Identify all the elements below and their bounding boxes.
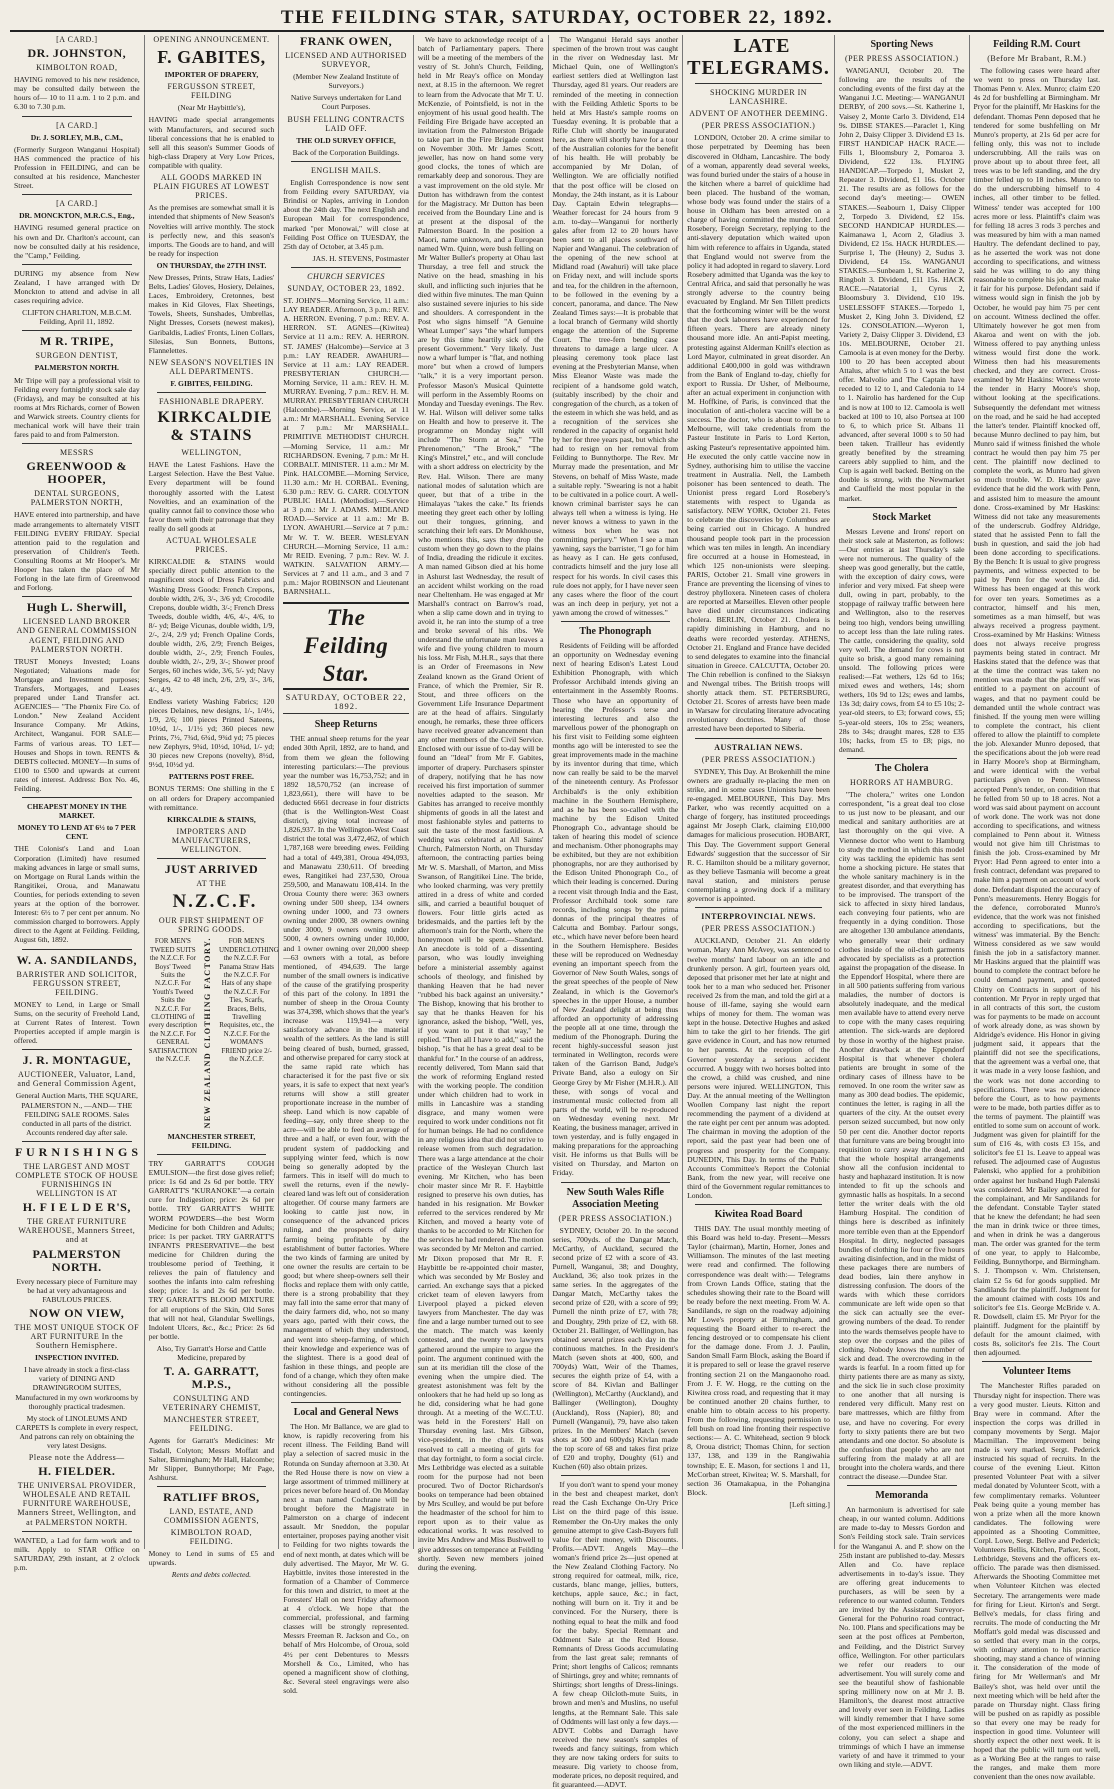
column-7 [835, 35, 970, 1769]
just-arrived: JUST ARRIVED [164, 862, 259, 877]
divider [291, 161, 401, 162]
garratt-title: CONSULTING AND VETERINARY CHEMIST, [162, 1394, 261, 1413]
greenwood-text: HAVE entered into partnership, and have made arrangements to alternately VISIT FEILDING EVERY FRIDAY. Special attention paid to the regulation and preservation of Children's Teeth. Consulting Rooms at Mr Hooper's. Mr Hooper has taken the place of Mr Forlong in the late firm of Greenwood and Forlong. [14, 510, 140, 593]
opening-announcement: OPENING ANNOUNCEMENT. [153, 35, 270, 44]
left-sitting: [Left sitting.] [789, 1499, 830, 1509]
charlton-text: DURING my absence from New Zealand, I have arranged with Dr Monckton to attend and advise in all cases requiring advice. [14, 268, 140, 306]
sandlands-text: MONEY to Lend, in Large or Small Sums, on the security of Freehold Land, at Current Rates of Interest. Town Properties accepted if ample margin is offered. [14, 999, 140, 1046]
nzcf-street: MANCHESTER STREET, FEILDING. [167, 1131, 256, 1150]
unique-stock: THE MOST UNIQUE STOCK OF ART FURNITURE In the Southern Hemisphere. [14, 1322, 140, 1351]
australian-news-head: AUSTRALIAN NEWS. [714, 742, 803, 752]
advertising-notes: If you don't want to spend your money in the best and cheapest market, don't read the Cash Exchange On-Ury Price List on the third page of this issue. Remember the On-Ury makes the only genuine attempt to give Cash-Buyers full value for their money, with Discounts. Profits.—ADVT. Angels May—the woman's friend price 2s—just opened at the New Zealand Clothing Factory. No strong required for oatmeal, milk, rice, custards, blanc mange, jellies, butters, ketchups, apple sauce, &c.; in fact, nothing will burn on it. Try it and be convinced. For the Nursery, there is nothing equal to heat the milk and food for the baby. Special Remnant and Oddment Sale at the Red House. Remnants of Dress Goods accumulating from the last great sale; remnants of Print; short lengths of Calicos; remnants of Shirtings, grey and white; remnants of Shirtings; short lengths of Dress-linings. A few cheap Oilcloth-mute Suits, in brown and men's and Muslins, no useful lengths, at the Remnant Sale. This sale of Oddments will last only a few days.—ADVT. Cobbs and Darragh have received the new season's samples of tweeds and fancy suitings, from which they are now taking orders for suits to measure. Dig variety to choose from, moderate prices, no deposit required, and fit guaranteed.—ADVT. [552, 1480, 679, 1789]
plain-figures: ALL GOODS MARKED IN PLAIN FIGURES AT LOWEST PRICES. [153, 173, 270, 201]
divider [157, 1154, 267, 1155]
fielder-signature-sub: THE UNIVERSAL PROVIDER, WHOLESALE AND RETAIL FURNITURE WAREHOUSE, Manners Street, Wellington, and at PALMERSTON NORTH. [17, 1481, 137, 1527]
charlton-signature: CLIFTON CHARLTON, M.B.C.M. Feilding, April 11, 1892. [22, 308, 132, 327]
nzcf-grid-center [197, 937, 219, 1128]
fashionable-drapery: FASHIONABLE DRAPERY. [159, 397, 264, 407]
johnston-address: KIMBOLTON ROAD, [36, 63, 118, 73]
rm-court-text: The following cases were heard after we went to press on Thursday last. Thomas Penn v. Alex. Munro; claim £20 4s 2d for bushfelling at Birmingham. Mr Pryor for the plaintiff, Mr Haskins for the defendant. Thomas Penn deposed that he tendered for some bushfelling on Mr Munro's property, at 21s 6d per acre for felling only, this was not to include underscrubbing. All the rails was on prove about up to about three feet, all trees was to be left standing, and the dry timber felled up to 18 inches. Munro to do the underscrubbing himself to 4 inches, all other timber to be felled. Witness' tender was accepted for 100 acres more or less. Plaintiff's claim was for felling 18 acres 3 rods 3 perches and was measured by him with a man named Haultry. The defendant declined to pay, as he asserted the work was not done according to specifications, and witness said he was willing to do any thing reasonable to complete his job, and make it fair for his purpose. Defendant said if witness would sign in finish the job by October, he would pay him 75 per cent on account. Witness declined the offer. Ultimately however he got men from Akaroa and went on with the job. Witness offered to pay anything unless witness would first done the work. Witness then had his measurements checked, and they are correct. Cross-examined by Mr Haskins: Witness wrote the tender in Harry Moore's shop, without looking at the specifications. Subsequently the defendant met witness on the road, and he said he had accepted the latter's tender. Plaintiff knocked off, because Munro declined to pay him, but Munro said if witness finished the whole contract he would then pay him 75 per cent. The plaintiff now declined to complete the work, as Munro had given so much trouble. W. D. Hartley gave evidence that he did the work with Penn, and assisted him to measure the amount done. Cross-examined by Mr Haskins: Witness did not take any measurements of the underscrub. Godfrey Aldridge, stated that he assisted Penn to fall the bush in question, and said the job had been done according to specifications. By the Bench: It is usual to give progress payments, and witness expected to be paid by Penn for the work he did. Witness has been engaged at this work for over ten years. Sometimes as a contractor, himself and his men, sometimes as a man himself, but was always received a progress payment. Cross-examined by Mr Haskins: Witness does not always receive progress payments being stated in contract. Mr Haskins stated that the defence was that at the time the contract was taken no mention was made that the plaintiff was entitled to a payment on account of wages, and that no payment could be demanded until the whole contract was finished. If the young men were willing to complete the contract, his client offered to allow the plaintiff to complete the job. Alexander Munro deposed, that the specifications about the job were read in Harry Moore's shop at Birmingham, and were identical with the verbal particulars given to Penn. Witness accepted Penn's tender, on condition that he felled from 50 up to 18 acres. Not a word was said about payment on account of work done. The work was not done according to specifications, and witness complained to Penn about it. Witness would not give him till Christmas to finish the job. Cross-examined by Mr Pryor: Had Penn agreed to enter into a fresh contract, defendant was prepared to make him a payment on account of work done. Defendant disputed the accuracy of Penn's measurements. Henry Boggis for the defence, corroborated Munro's evidence, that the work was not finished according to specifications, but the witness' was immaterial. By the Bench: Witness considered as we saw would finish the job in a satisfactory manner. Mr Haskins argued that the plaintiff was bound to complete the contract before he could demand payment, and quoted Chitty on Contracts in support of his contention. Mr Pryor in reply urged that in all contracts of this sort, the custom was for payments to be made on account of work already done, as was shown by Aldridge's evidence. His Honor in giving judgment said, it appears that the plaintiff did not see the specifications, that the agreement was a verbal one, that it was made in a very loose fashion, and the work was not done according to specifications. There was no evidence before the Court, as to how payments were to be made, both parties differ as to the terms of payment. The plaintiff was entitled to some sum on account of work. Judgment was given for plaintiff for the sum of £16 4s, with costs £3 15s, and solicitor's fee £1 1s. Leave to appeal was refused. The adjourned case of Augustus Palenski, who applied for a prohibition order against her husband Hugh Palenski was considered. Mr Bailey appeared for the complainant, and Mr Sandilands for the defendant. Constable Tayler stated that he knew the defendant; he had seen the man in drink twice or three times, and when in drink he was a dangerous man. The order was granted for the term of one year, to apply to Halcombe, Feilding, Bunnythorpe, and Birmingham. S. J. Thompson v. Wm. Christensen, claim £2 5s 6d for goods supplied. Mr Sandilands for the plaintiff. Judgment for the amount claimed with costs 10s and solicitor's fee £1s. George McBride v. A. R. Dowdsell, claim £5. Mr Pryor for the plaintiff. Judgment for the plaintiff by default for the amount claimed, with costs 8s, solicitor's fee 21s. The Court then adjourned. [973, 66, 1101, 1358]
kirkcaldie-title: KIRKCALDIE & STAINS [157, 409, 273, 445]
thursday: ON THURSDAY, the 27TH INST. [156, 260, 267, 270]
kirk-text-2: KIRKCALDIE & STAINS would specially direct public attention to the magnificent stock of Dress Fabrics and Washing Dress Goods: French Crepons, double width, 2/6, 3/-, 3/6 yd; Crocodile Crepons, double width, 3/-; French Dress Tweeds, double width, 4/6, 4/-, 4/6, to 8/- yd; Beige Vicunas, double width, 1/9, 2/-, 2/4, 2/9 yd; French Opaline Cords, double width, 2/6, 2/9; French Beiges, double width, 2/-, 2/9; French Foules, double width, 2/-, 2/9, 3/-; Shower proof Serges, 60 inches wide, 3/6, 5/- yd; Navy Serges, 42 to 48 inch, 2/6, 2/9, 3/-, 3/6, 4/-, 4/9. [148, 557, 275, 694]
divider [22, 596, 132, 597]
press-association: (PER PRESS ASSOCIATION.) [701, 121, 816, 131]
divider [22, 1141, 132, 1142]
gabites-title: IMPORTER OF DRAPERY, [164, 70, 259, 80]
greenwood-title: DENTAL SURGEONS, PALMERSTON NORTH, [30, 489, 123, 508]
tripe-name: M R. TRIPE, [39, 334, 114, 349]
fielder-town: PALMERSTON NORTH. [32, 1246, 122, 1274]
interprovincial-text: AUCKLAND, October 21. An elderly woman, Mary Ann McAvey, was sentenced to twelve months' hard labour on an idle and drunkenly person. A girl, fourteen years old, deposed that prisoner met her late at night and took her to a man who seduced her. Prisoner received 2s from the man, and told the girl at a house of ill-fame, saying she would earn whips of money for them. The woman was kept in the house. Detective Hughes and asked him to take the girl to her friends. The girl gave evidence in Court, and has now returned to her parents. At the reception of the Governor yesterday a serious accident occurred. A buggy with two horses bolted into the crowd, a child was crushed, and nine persons were injured. WELLINGTON, This Day. At the annual meeting of the Wellington Woollen Company last night the report recommending the payment of a dividend at the rate eight per cent per annum was adopted. The chairman in moving the adoption of the report, said the past year had been one of progress and prosperity for the Company. DUNEDIN, This Day. In terms of the Public Accounts Committee's Report the Colonial Bank, from the new year, will receive one third of the Government regular remittances to London. [687, 936, 830, 1200]
spring-goods: OUR FIRST SHIPMENT OF SPRING GOODS. [158, 916, 264, 935]
rifle-text: SYDNEY, October 20. In the second series, 700yds. of the Dangar Match, McCarthy, of Auckland, secured the second prize of £2 with a score of 43. Purnell, Wanganui, 38; and Doughty, Auckland, 36; also took prizes in the same series. In the aggregates of the Dangar Match, McCarthy takes the second prize of £20, with a score of 99; Purnell the ninth prize of £7, with 78; and Doughty, 29th prize of £2, with 68. October 21. Ballinger, of Wellington, has obtained several prizes each day in the continuous matches. In the President's Match (seven shots at 400, 600, and 700yds) Watt, Weir of the Thames, secures the eighth prize of £4, with a score of 84. Kivlan and Ballinger (Wellington), McCarthy (Auckland), and Ballinger (Wellington), Doughty (Auckland), Ross (Napier), 80; and Purnell (Wanganui), 79, have also taken prizes. In the Members' Match (seven shots at 500 and 600yds) Kivlan made the top score of 68 and takes first prize of £20 and trophy, Doughty (61) and Kuchen (60) also obtain prizes. [552, 1225, 679, 1472]
divider [22, 1531, 132, 1532]
divider [22, 330, 132, 331]
column-1 [10, 35, 145, 1572]
nzcf-grid-left: FOR MEN'S TWEED SUITS the N.Z.C.F. For Boys' Tweed Suits the N.Z.C.F. For Youth's Tweed Suits the N.Z.C.F. For CLOTHING of every description the N.Z.C.F. For GENERAL SATISFACTION the N.Z.C.F. [148, 937, 198, 1064]
gabites-text-3: New Dresses, Prints, Straw Hats, Ladies' Belts, Ladies' Gloves, Hosiery, Delaines, Laces, Embroidery, Cretonnes, best makes in Kid Gloves, Flax Sheetings, Towels, Sheets, Sunshades, Umbrellas, Night Dresses, Corsets (newest makes), Garibaldis, Ladies' Fronts, Linen Collars, Silesias, Sun Bonnets, Buttons, Flannelettes. [148, 272, 275, 355]
garratt-agents: Agents for Garratt's Medicines: Mr Tisdall, Colyton; Messrs Moffatt and Salter, Birmingham; Mr Hall, Halcombe; Mr Slipper, Bunnythorpe; Mr Page, Ashhurst. [148, 1436, 275, 1482]
mails-head: ENGLISH MAILS. [311, 165, 382, 175]
volunteer-text: The Manchester Rifles paraded on Thursday night for inspection. There was a very good muster. Lieuts. Kitton and Bray were in command. After the inspection the corps was drilled in company movements by Sergt. Major Macmillan. The improvement being made is very marked. Sergt. Pederick instructed his squad of recruits. In the course of the evening Lieut. Kitton presented Volunteer Peat with a silver medal donated by Volunteer Scott, with a few complimentary remarks. Volunteer Peak being quite a young member has won a prize when all the more known candidates. The following were appointed as a Shooting Committee, Corpl. Lowe, Sergt. Bellve and Pederick; Volunteers Bellis, Kitchen, Parker, Scott, Lethbridge, Stevens and the officers ex-officio. The parade was then dismissed. Afterwards the Shooting Committee met when Volunteer Kitchen was elected Secretary. The arrangements were made for firing for Lieut. Kirton's and Sergt. Bellve's medals, for class firing and recruits. The mode of conducting the Mr Moffatt's gold medal was discussed and so settled that every man in the corps, with ordinary attention to his practice shooting, may stand a chance of winning it. The consideration of the mode of firing for Mr Wellerman's and Mr Bailey's shot, was held over until the next meeting which will be held after the parade on Thursday night. Class firing will be pushed on as rapidly as possible so that every one may be ready for inspection in good time. Volunteer will shortly expect the other next week. It is hoped that the public will turn out well, as a Working Bee at the ranges to raise the ranges, and make them more convenient than the ones now available. [973, 1381, 1101, 1782]
ratliff-title: LAND, ESTATE, AND COMMISSION AGENTS, [163, 1506, 260, 1525]
furnishings-sub: THE LARGEST AND MOST COMPLETE STOCK OF HOUSE FURNISHINGS IN WELLINGTON IS AT [15, 1161, 139, 1199]
monckton-name: DR. MONCKTON, M.R.C.S., Eng., [19, 211, 135, 221]
column-4 [414, 35, 549, 1572]
fielder-sub: THE GREAT FURNITURE WAREHOUSE, Manners Street, and at [18, 1217, 136, 1245]
sandlands-title: BARRISTER AND SOLICITOR, FERGUSSON STREET, FEILDING. [16, 969, 138, 997]
divider [695, 83, 822, 84]
stock-market-head: Stock Market [872, 511, 932, 523]
sheep-text: THE annual sheep returns for the year ended 30th April, 1892, are to hand, and from them we glean the following interesting particulars:—The previous year the number was 16,753,752; and in 1892 18,570,752 (an increase of 1,823,661), there will have to be deducted 6661 decrease in four districts (that is the Wellington-West Coast district), giving total increase of 1,826,937. In the Wellington-West Coast district the total was 3,472,462, of which 1,787,168 were breeding ewes. Feilding had a total of 449,381, Oroua 494,093, and Manawatu 230,611. Of breeding ewes, Rangitikei had 237,530, Oroua 259,500, and Manawatu 108,414. In the Oroua County there were: 363 owners owning under 500 sheep, 134 owners owning under 1000, and 73 owners owning under 2000, 38 owners owning under 3000, 9 owners owning under 5000, 4 owners owning under 10,000, and 1 owner owning over 20,000 sheep—63 owners with a total, as before mentioned, of 494,639. The large number of the small owners is indicative of the cause of the gratifying prosperity of this part of the colony. In 1891 the number of sheep in the Oroua County was 374,398, which shows that the year's increase was 119,941—a very satisfactory advance in the material wealth of the settlers. As the land is still being cleared of bush, burned, grassed, and otherwise prepared for carry stock at the same rapid rate which has characterised it for the past five or six years, it is safe to expect that next year's returns will show a still greater proportionate increase in the number of sheep. Land which is now capable of feeding—say, only three sheep to the acre—will be able to feed an average of three and a half, or even four, with the prudent system of paddocking and supplying winter feed, which is now being so generally adopted by the farmers. This in itself will do much to swell the returns, even if the newly-cleared land was left out of consideration altogether. Of course many farmers are looking to cattle just now, in consequence of the advanced prices ruling, and the prospects of dairy farming being profitable by the establishment of butter factories. Where the two kinds of farming are united by one owner the results are certain to be good; but where sheep-owners sell their flocks and replace them with only cattle, there is a strong probability that they may fall into the same error that many of the dairy farmers did, who, not so many years ago, parted with their cows, the management of which they understood, and went into sheep-farming, of which their knowledge and experience was of the slightest. There is a good deal of fashion in these things, and people are fond of a change, which they often make without considering all the possible contingencies. [283, 734, 409, 1399]
nzcf-title: N.Z.C.F. [172, 891, 258, 913]
card-label: [A CARD.] [56, 120, 98, 130]
card-label: [A CARD.] [56, 35, 98, 44]
gabites-text-2: As the premises are somewhat small it is intended that shipments of New Season's Novelties will arrive monthly. The stock is perfectly new, and this season's imports. The Goods are to hand, and will be ready for inspection [148, 203, 275, 258]
divider [695, 1204, 822, 1205]
interprovincial-head: INTERPROVINCIAL NEWS. [701, 912, 816, 922]
furnishings-head: F U R N I S H I N G S [15, 1144, 139, 1159]
divider [695, 738, 822, 739]
johnston-name: DR. JOHNSTON, [27, 46, 127, 61]
divider [982, 1361, 1092, 1362]
cholera-head: The Cholera [874, 762, 929, 774]
inspection-invited: INSPECTION INVITED. [35, 1353, 119, 1363]
kiwitea-head: Kiwitea Road Board [714, 1209, 803, 1221]
column-3 [279, 34, 414, 1695]
rifle-head: New South Wales Rifle Association Meeting [566, 1186, 664, 1210]
phonograph-text: Residents of Feilding will be afforded an opportunity on Wednesday evening next of hearing Edison's Latest Loud Exhibition Phonograph, with which Professor Archibald intends giving an entertainment in the Assembly Rooms. Those who have an opportunity of hearing the Professor's terse and interesting lectures and also the marvellous power of the phonograph on his first visit to Feilding some eighteen months ago will be interested to see the great improvements made in the machine by its inventor during that time, which now can really be said to be the marvel of the nineteenth century. As Professor Archibald's is the only exhibition machine in the Southern Hemisphere, and as he has been so-called with the machine by the Edison United Phonograph Co., advantage should be taken of hearing this model of science and mechanism. Other phonographs may be exhibited, but they are not exhibition phonographs, nor are they authorised by the Edison United Phonograph Co., of which their leading is concerned. During a recent visit through India and the East, Professor Archibald took some rare records, including songs by the prima donnas of the principal theatres of Calcutta and Bombay. Parlour songs, etc., which have never before been heard in the Southern Hemisphere. Besides these will be reproduced on Wednesday evening an important speech from the Governor of New South Wales, songs of the great speeches of the people of New Zealand, in which is the Governor's speeches in the upper House, a number of New Zealand delight at being thus afforded an opportunity of addressing the people all at one time, through the medium of the Phonograph. During the recent highly-successful season just terminated in Wellington, records were taken of the Garrison Band, Judge's Private Band, also a eulogy on Sir George Grey by Mr Fisher (M.H.R.). All these, with songs of vocal and instrumental music collected from all parts of the world, will be re-produced on Wednesday evening next. Mr Keating, the business manager, arrived in town yesterday, and is fully engaged in making preparations for the approaching visit. He informs us that Bulls will be visited on Thursday, and Marton on Friday. [552, 641, 679, 1178]
kirk-text-3: Endless variety Washing Fabrics; 120 pieces Delaines, new designs, 1/-, 1/4½, 1/9, 2/6; 100 pieces Printed Sateens, 10½d, 1/-, 1/1½ yd; 360 pieces new Prints, 7½, 7¾d, 6¾d, 9¾d yd; 75 pieces new Zephyrs, 9¾d, 10½d, 10¾d, 1/- yd; 30 pieces new Crepons (novelty), 8½d, 9½d, 10½d yd. [148, 696, 275, 770]
local-text: The Hon. Mr Ballance, we are glad to know, is rapidly recovering from his recent illness. The Feilding Band will play a selection of sacred music in the Rotunda on Sunday afternoon at 3.30. At the Red House there is now on view a large assortment of trimmed millinery at prices never before heard of. On Monday next a man named Cochrane will be brought before the Magistrate in Palmerston on a charge of indecent assault. Mr Sneddon, the popular entertainer, proposes paying another visit to Feilding for two nights towards the end of next month, at dates which will be duly advertised. The Mayor, Mr W. G. Haybittle, invites those interested in the formation of a Chamber of Commerce for this town and district, to meet at the Foresters' Hall on next Friday afternoon at 4 o'clock. We hope that the commercial, professional, and farming classes will be strongly represented. Messrs Freeman R. Jackson and Co., on behalf of Mrs Holcombe, of Oroua, sold 4½ per cent Debentures to Messrs Morshell & Co., Limited, who has opened a magnificent show of clothing, &c. Several steel engravings were also sold. [283, 1422, 409, 1695]
divider [157, 392, 267, 393]
divider [561, 1475, 671, 1476]
cheapest-text: THE Colonist's Land and Loan Corporation (Limited) have resumed making advances in large or small sums, on Mortgage on Rural Lands within the Rangitikei, Oroua, and Manawatu Counties, for periods extending to seven years at the option of the borrower. Interest: 6½ to 7 per cent per annum. No commission charged to borrowers. Apply direct to the Agent at Feilding. Feilding, August 6th, 1892. [14, 844, 140, 945]
divider [22, 443, 132, 444]
wanted-ad: WANTED, a Lad for farm work and to milk. Apply to STAR Office on SATURDAY, 29th instant, at 2 o'clock p.m. [14, 1535, 140, 1572]
phonograph-head: The Phonograph [579, 626, 652, 637]
divider [157, 1486, 267, 1487]
linoleums-text: My stock of LINOLEUMS AND CARPETS Is complete in every respect, And patrons can rely on obtaining the very latest Designs. [15, 1413, 138, 1450]
divider [22, 116, 132, 117]
greenwood-name: GREENWOOD & HOOPER, [26, 459, 128, 487]
local-news-continued: We have to acknowledge receipt of a batch of Parliamentary papers. There will be a meeting of the members of the vestry of St. John's Church, Feilding, held in Mr Reay's office on Monday next, at 8.15 in the afternoon. We regret to learn from the Advocate that Mr T. U. McKenzie, of Pointsfield, is not in the enjoyment of his usual good health. The Feilding Fire Brigade have accepted an invitation from the Palmerston Brigade to take part in the Fire Brigade contest on November 30th. Mr James Scott, jeweller, has now on hand some very good clocks, the tones of which are remarkably deep and sonorous. They are a vast improvement on the old style. Mr Dutton has withdrawn from the contest for the Magistracy. Mr Dutton has been received from the Boundary Line and is at present at the disposal of the Palmerston Board. In the position a Maori, name unknown, and a European named Wm. Quinn, were bush felling on Mr Walter Buller's property at Ohau last Thursday, a tree fell and struck the Native on the head, smashing in his skull, and inflicting such injuries that he died within five minutes. The man Quinn also sustained severe injuries to his side and shoulders. A correspondent in the Post who signs himself "A Genuine Wheat Lumper" says "the wharf lumpers are by this time heartily sick of the present Government." Very likely. Just now a wharf lumper is "flat, and nothing more" but when a crowd of lumpers "talk," it is a very important person. Professor Mason's Musical Quintette will perform in the Assembly Rooms on Monday and Tuesday evenings. The Rev. W. Hal. Wilson will deliver some talks on Health and how to preserve it. The programme on Monday night will include "The Storm at Sea," "The Phrenomenon," "The Brook," "The King's Minstrel," etc., and will conclude with a short address on electricity by the Rev. Hal. Wilson. There are many national modes of salutation which are queer, but that of a tribe in the Himalayas "takes the cake." Its friends meeting they greet each other by lolling out their tongues, grinning, and scratching their left ears. Dr Monkhouse, who mentions this, says they drop the custom when they go down to the plains of India, dreading the ridicule it excites. A man named Gibson died at his home in Ashurst last Wednesday, the result of an accident whilst working on the road near Cheltenham. He was engaged at Mr Marshall's contract on Barrow's road, when a slip came down and in trying to avoid it, he ran into the stump of a tree and broke several of his ribs. We understand the unfortunate man leaves a wife and five young children to mourn his loss. Mr Fish, M.H.R., says that there is an Order of Freemasons in New Zealand known as the Grand Orient of France, of which the Premier, Sir R. Stout, and three officers on the Government Life Insurance Department are at the head of affairs. Singularly enough, he remarks, these three officers have received greater advancement than any other members of the Civil Service. Enclosed with our issue of to-day will be found an "Ideal" from Mr F. Gabites, importer of drapery. Purchasers spinster of drapery, notifying that he has now received his first importation of summer novelties adapted to the season. Mr Gabites has arranged to receive monthly shipments of goods in all the latest and most fashionable styles and patterns to suit the taste of the most fastidious. A wedding was celebrated at All Saints' Church, Palmerston North, on Thursday afternoon, the contracting parties being Mr W. S. Marshall, of Marton, and Miss Swanson, of Rangitikei Line. The bride, who looked charming, was very prettily attired in a dress of white and corded silk, and carried a beautiful bouquet of flowers. Four little girls acted as bridesmaids, and the parties left by the afternoon's train for the North, where the honeymoon will be spent.—Standard. An anecdote is told of a dissenting parson, who was loudly inveighing before a ministerial assembly against schools of theology, and finished by thanking Heaven that he had never "rubbed his back against an university." The Bishop, knowing that his brother to say that he thanks Heaven for his ignorance, asked the bishop, "Well, yes, if you want to put it that way," he replied. "Then all I have to add," said the bishop, "is that he has a great deal to be thankful for." In the course of an address, recently delivered, Tom Mann said that the work of reforming England rested with the working people. The condition under which children had to work in mills in Lancashire was a standing disgrace, and many women were required to work under conditions not fit for human beings. He had no confidence in any religious idea that did not strive to release women from such degradation. There was a large attendance at the choir practice of the Wesleyan Church last evening. Mr Kitchen, who has been choir master since Mr R. F. Haybittle resigned to preserve his own duties, has handed in his resignation. Mr Bowker referred to the services rendered by Mr Kitchen, and moved a hearty vote of thanks to be accorded to Mr Kitchen for the services he had rendered. The motion was seconded by Mr Melton and carried. Mr Dixon proposed that Mr R. F. Haybittle be re-appointed choir master, which was seconded by Mr Bosley and carried. An exchange says that a picked cricket team of eleven lawyers from Liverpool played a picked eleven lawyers from Manchester. The day was fine and a large number turned out to see the match. The match was keenly contested, and the twenty two lawyers gathered around the umpire to argue the point. The argument continued with the sun at its meridian till the close of the evening when the umpire died. The greatest astonishment was felt by the onlookers that he had held up so long as he did, considering what he had gone through. At a meeting of the W.C.T.U. was held in the Foresters' Hall on Thursday evening last. Mrs Gibson, vice-president, in the chair. It was resolved to call a meeting of girls for that day fortnight, to form a social circle. Mrs Lethbridge was elected as a suitable room for the purpose had not been procured. Two of Doctor Richardson's books on temperance had been obtained by Mrs Sculley, and would be put before the headmaster of the school for him to report upon as to their value as educational works. It was resolved to invite Mrs Andrew and Miss Bushwell to give addresses on temperance at Feilding shortly. Seven new members joined during the evening. [417, 35, 544, 1572]
kirk-signature: KIRKCALDIE & STAINS, [167, 814, 256, 824]
divider [22, 1049, 132, 1050]
divider [22, 264, 132, 265]
ratliff-text: Money to Lend in sums of £5 and upwards. [148, 1549, 275, 1568]
press-association: (PER PRESS ASSOCIATION.) [844, 54, 959, 63]
press-association: (PER PRESS ASSOCIATION.) [701, 924, 816, 934]
cable-news: LONDON, October 20. A crime similar to those perpetrated by Deeming has been discovered in Oldham, Lancashire. The body of a woman, apparently dead several weeks, was found buried under the stairs of a house in the kitchen where a barrel of quicklime had been placed. The husband of the woman, whose body was found under the stairs of a house in Oldham has been arrested on a charge of having committed the murder. Lord Rosebery, Foreign Secretary, replying to the anti-slavery deputation which waited upon him with reference to affairs in Uganda, stated that England would not swerve from the policy it had adopted in regard to slavery. Lord Rosebery admitted that Uganda was the key to Central Africa, and said that personally he was strongly adverse to the country being evacuated by England. Mr Sen Tillett predicts that the forthcoming winter will be the worst that the dock labourers have experienced for fifteen years. There are already ninety thousand more idle. An anti-Papist meeting, protesting against Alderman Knill's election as Lord Mayor, culminated in great disorder. An additional £400,000 in gold was withdrawn from the Bank of England to-day, chiefly for export to Russia. Dr Usher, of Melbourne, after an actual experiment in conjunction with M. Hoffkine, of Paris, is convinced that the inoculation of anti-cholera vaccine will be a success. The doctor, who is about to return to Melbourne, will take credentials from the Pasteur Institute in Paris to Lord Kerton, asking Pasteur's representative appointed him. He executed the only cattle vaccine now in Sydney, authorising him to utilise the vaccine treatment in Australia. Nell, the Lambeth poisoner has been sentenced to death. The Unionist press regard Lord Rosebery's statements with respect to Uganda as satisfactory. NEW YORK, October 21. Fetes to celebrate the discoveries by Columbus are being carried out in Chicago. A hundred thousand people took part in the procession which was ten miles in length. An incendiary fire occurred at a house in Homestead, in which 125 non-unionists were sleeping. PARIS, October 21. Small vine growers in France are preventing the licensing of vines to destroy phylloxera. Nineteen cases of cholera are reported at Marseilles. Eleven other people have died under circumstances indicating cholera. BERLIN, October 21. Cholera is rapidly diminishing in Hamburg, and no deaths were recorded yesterday. ATHENS, October 21. England and France have decided to send delegates to examine into the financial situation in Greece. CALCUTTA, October 20. The Chin rebellion is confined to the Siaksyn and Nwengal tribes. The British troops will shortly attack them. ST. PETERSBURG, October 21. Scores of arrests have been made in Warsaw for circulating literature advocating revolutionary doctrines. Many of those arrested have been deported to Siberia. [687, 133, 830, 734]
sherwill-text: TRUST Moneys Invested; Loans Negotiated; Valuations made for Mortgage and Investment purposes; Transfers, Mortgages, and Leases prepared under Land Transfer act. AGENCIES— "The Phœnix Fire Co. of London." New Zealand Accident Insurance Company. Mr Atkins, Architect, Wanganui. FOR SALE—Farms of various areas. TO LET—Houses and Shops in town. RENTS & DEBTS collected. MONEY—In sums of £100 to £500 and upwards at current rates of interest. Address: Box No. 46, Feilding. [14, 656, 140, 793]
rm-court-sub: (Before Mr Brabant, R.M.) [987, 54, 1087, 63]
tripe-text: Mr Tripe will pay a professional visit to Feilding every fortnightly stock sale day (Fridays), and may be consulted at his rooms at Mrs Richards, corner of Bowen and Warwick streets. Country clients for mechanical work will have their train fares paid to and from Palmerston. [14, 375, 140, 440]
tripe-town: PALMERSTON NORTH. [34, 363, 119, 373]
novelties: NEW SEASON'S NOVELTIES IN ALL DEPARTMENTS. [148, 357, 275, 376]
cheapest-sub: MONEY TO LEND AT 6½ to 7 PER CENT. [17, 823, 136, 842]
rifle-press: (PER PRESS ASSOCIATION.) [558, 1213, 673, 1223]
johnston-text: HAVING removed to his new residence, may be consulted daily between the hours of— 10 to 11 a.m. 1 to 2 p.m. and 6.30 to 7.30 p.m. [14, 75, 140, 112]
paper-dateline: SATURDAY, OCTOBER 22, 1892. [283, 693, 409, 714]
sherwill-title: LICENSED LAND BROKER AND GENERAL COMMISSION AGENT, FEILDING AND PALMERSTON NORTH. [16, 617, 138, 654]
mails-text: English Correspondence is now sent from Feilding every SATURDAY, via Brindisi or Naples, arriving in London about the 24th day. The next English and European Mail for correspondence, marked "per Monowai," will close at Feilding Post Office on TUESDAY, the 25th day of October, at 3.45 p.m. [283, 178, 409, 251]
gabites-address: FERGUSSON STREET, FEILDING [167, 82, 256, 101]
column-8 [970, 35, 1104, 1782]
sorley-text: (Formerly Surgeon Wanganui Hospital) HAS commenced the practice of his Profession in FEILDING, and can be consulted at his residence, Manchester Street. [14, 144, 140, 191]
fielder-name: H. F I E L D E R'S, [22, 1200, 131, 1215]
cheapest-head: CHEAPEST MONEY IN THE MARKET. [26, 802, 127, 821]
murder-sub: ADVENT OF ANOTHER DEEMING. [689, 109, 828, 119]
masthead: THE FEILDING STAR, SATURDAY, OCTOBER 22, 1892. [10, 6, 1104, 32]
owen-text: Native Surveys undertaken for Land Court Purposes. [290, 93, 402, 112]
memoranda-text: An harmonium is advertised for sale cheap, in our wanted column. Additions are made to-day to Messrs Gordon and Son's Feilding stock sale. Train services for the Wanganui A. and P. show on the 25th instant are published to-day. Messrs Allen and Co. have replace advertisements in to-day's issue. They are offering great inducements to purchasers, as will be seen by a reference to our wanted column. Tenders are invited by the Assistant Surveyor-General for the Pohurino road contract, No. 100. Plans and specifications may be seen at the post offices at Pemberton, and Feilding, and the District Survey office, Wellington. For other particulars we refer our readers to our advertisement. You will surely come and see the beautiful show of fashionable spring millinery now on at Mr J. B. Hamilton's, the dearest most attractive and lovely ever seen in Feilding. Ladies will kindly remember that I have some of the most experienced milliners in the colony, you can select a shape and trimmings of which I have an immense variety of and have it trimmed to your own liking and style.—ADVT. [838, 1505, 965, 1769]
bonus: BONUS TERMS: One shilling in the £ on all orders for Drapery accompanied with remittance. [148, 784, 275, 812]
montague-text: General Auction Marts, THE SQUARE, PALMERSTON N., —AND— THE FEILDING SALE ROOMS. Sales conducted in all parts of the district. Accounts rendered day after sale. [15, 1091, 138, 1137]
kirk-town: WELLINGTON, [181, 448, 242, 458]
stock-market-text: Messrs Levene and Irons' report on their stock sale at Masterton, as follows:—Our entries at last Thursday's sale were not numerous. The quality of the sheep was good generally, but the cattle, with the exception of dairy cows, were inferior and very mixed. Fat sheep were dull, owing in part, probably, to the stoppage of railway traffic between here and Wellington, also to the reserves being too high, vendors being unwilling to accept less than the late ruling rates. The cattle, considering the quality, sold very well. The demand for cows is not quite so brisk, a good many remaining unsold. The following prices were realised:—Fat wethers, 12s 6d to 16s; mixed ewes and wethers, 14s; shorn wethers, 10s 9d to 12s; ewes and lambs, 13s 3d; dairy cows, from £4 to £5 10s; 2-year-old steers, to £3; forward cows, £5; 5-year-old steers, 10s to 25s; weaners, 28s to 34s; draught mares, £28 to £35 10s; hacks, from £5 to £8; pigs, no demand. [838, 526, 965, 754]
divider [157, 858, 267, 859]
owen-name: FRANK OWEN, [299, 34, 393, 48]
columns [10, 34, 1104, 1789]
kirk-prices: ACTUAL WHOLESALE PRICES. [165, 536, 257, 555]
divider [695, 907, 822, 908]
church-head: CHURCH SERVICES [307, 271, 385, 281]
gabites-text: HAVING made special arrangements with Manufacturers, and secured such liberal concessions that he is enabled to sell all this season's Summer Goods of high-class Drapery at Very Low Prices, compatible with quality. [148, 115, 275, 170]
garratt-address: MANCHESTER STREET, FEILDING. [163, 1415, 260, 1434]
owen-member: (Member New Zealand Institute of Surveyors.) [293, 72, 399, 91]
kiwitea-text: THIS DAY. The usual monthly meeting of this Board was held to-day. Present—Messrs Taylor (chairman), Martin, Horner, Jones and Williamson. The minutes of the last meeting were read and confirmed. The following correspondence was dealt with:— Telegrams from Crown Lands Office, stating that the schedules showing their rate to the Board will be ready before the next meeting. From W. A. Sandilands, re sign on the roadway adjoining Mr Lowe's property at Birmingham, and requesting the Board either to re-erect the fencing destroyed or to compensate his client for the damage done. From J. J. Paulin, Sandon Small Farm Block, asking the Board if it is prepared to sell or lease the gravel reserve fronting section 21 on the Mangaonoho road. From J. F. W. Hogg, re the cutting on the Kiwitea cross road, and requesting that it may be continued another 20 chains further, to enable him to obtain access to his property. From the following, requesting permission to fell bush on road line fronting their respective sections:— A. C. Whitehead, section 9 block 8, Oroua district; Thomas Chinn, for section 137, 138, and 139 in the Rangiwahia township; E. E. Mason, for sections 1 and 11, McCorban street, Kiwitea; W. S. Marshall, for section 36 Otamakapua, in the Pohangina Block. [687, 1224, 830, 1497]
kirk-signature-sub: IMPORTERS AND MANUFACTURERS, WELLINGTON. [171, 826, 251, 855]
patterns: PATTERNS POST FREE. [168, 772, 254, 782]
divider [847, 758, 957, 759]
divider [847, 1485, 957, 1486]
cholera-text: "The cholera," writes one London correspondent, "is a great deal too close to us just now to be pleasant, and our medical and sanitary authorities are at last thoroughly on the qui vive. A Viennese doctor who went to Hamburg to study the method in which this model city was tackling the epidemic has sent home a shocking picture. He states that the whole sanitary machinery is in the greatest disorder, and that everything has to be improvised. The transport of the sick to affected in sixty hired landaus, each conveying four patients, who are frequently in a dying condition. Those are altogether 130 ambulance attendants, who generally wear their ordinary clothes inside of the oil-cloth garments advocated by specialists as a protection against the propagation of the disease. In the Eppendorf Hospital, where there are in all 500 patients suffering from various maladies, the number of doctors is absolutely inadequate, and the medical men available have to attend every nerve to cope with the many cases requiring attention. The sick-wards are deplored by those in worthy of the highest praise. Another drawback at the Eppendorf Hospital is that whenever cholera patients are brought in some of the ordinary cases of illness have to be removed. In one room the writer saw as many as 300 dead bodies. The epidemic, continues the letter, is raging in all the quarters of the city. At the outset every person seized succumbed, but now only 50 per cent die. Another doctor reports that furniture vans are being brought into requisition to carry away the dead, and that the whole hospital arrangements show all the confusion incidental to hasty and haphazard institution. It is now intended to fit up the schools and gymnastic halls as hospitals. In a second letter the writer deals with the old Hamburg Hospital. The condition of things here is described as infinitely more terrible even than at the Eppendorf Hospital. In dirty, neglected passages bundles of clothing lie four or five hours awaiting disinfection, and in the midst of these packages there are numbers of dead bodies, lain there anyhow in distressing confusion. The doors of the wards with which these corridors communicate are left wide open so that the sick can actually see the ever-growing numbers of the dead. To render into the wards themselves people have to step over the corpses and the piles of clothing. Nobody knows the number of sick and dead. The overcrowding in the wards is fearful. In a room fitted up for thirty patients there are as many as sixty, and the sick lie in such close proximity to one another that all nursing is rendered very difficult. Many rest on bare mattresses, which are filthy from use, and have no covering. For every forty to sixty patients there are but two attendants and one doctor. So absolute is the confusion that people who are not suffering from the malady at all are brought into the cholera wards, and there contract the disease.—Dundee Star. [838, 790, 965, 1482]
inspection-text: I have already in stock a first-class variety of DINING AND DRAWINGROOM SUITES, Manufactured in my own workrooms by thoroughly practical tradesmen. [15, 1365, 139, 1411]
local-head: Local and General News [293, 1407, 399, 1419]
sheep-head: Sheep Returns [314, 719, 378, 731]
divider [291, 1402, 401, 1403]
montague-name: J. R. MONTAGUE, [22, 1053, 131, 1068]
montague-title: AUCTIONEER, Valuator, Land, and General Commission Agent, [17, 1070, 137, 1089]
owen-title: LICENSED AND AUTHORISED SURVEYOR, [285, 51, 407, 70]
late-telegrams-head: LATE TELEGRAMS. [687, 35, 830, 79]
fielder-signature: H. FIELDER. [38, 1464, 116, 1479]
divider [22, 194, 132, 195]
divider [22, 949, 132, 950]
greenwood-pre: MESSRS [59, 448, 94, 458]
divider [22, 797, 132, 798]
tripe-title: SURGEON DENTIST, [35, 351, 119, 361]
kirk-text: HAVE the Latest Fashions. Have the Largest Selection. Have the Best Value. Every department will be found thoroughly assorted with the Latest Novelties, and an examination of the quality cannot fail to convince those who favor them with their patronage that they really do sell goods at [148, 460, 275, 533]
divider [291, 267, 401, 268]
fielder-text: Every necessary piece of Furniture may be had at very advantageous and FABULOUS PRICES. [16, 1276, 138, 1304]
card-label: [A CARD.] [56, 199, 98, 209]
column-5 [549, 35, 684, 1789]
owen-address: Back of the Corporation Buildings. [292, 147, 400, 157]
garratt-name: T. A. GARRATT, M.P.S., [163, 1364, 260, 1392]
gabites-late: (Near Mr Haybittle's), [177, 103, 246, 113]
paper-title: The Feilding Star. [283, 602, 409, 690]
note-address: Please note the Address— [28, 1453, 125, 1463]
column-2 [145, 35, 280, 1580]
church-date: SUNDAY, OCTOBER 23, 1892. [287, 283, 405, 293]
column-6 [683, 35, 835, 1549]
sporting-text: WANGANUI, October 20. The following are the results of the concluding events of the first day at the Wanganui J.C. Meeting:— WANGANUI DERBY, of 200 sovs.—St. Katherine 1, Vaisey 2, Monte Carlo 3. Dividend, £14 9s. DIBSE STAKES.—Paraclet 1, King John 2, Daisy Clipper 3. Dividend £3 1s. FIRST HANDICAP HACK RACE.—Fills 1, Bloomsbury 2, Pomaroa 3. Dividend, £22 13s. FLYING HANDICAP.—Torpedo 1, Musket 2, Repeater 3. Dividend, £1 16s. October 21. The results are as follows for the second day's meeting:— OWEN STAKES.—Seabourn 1, Daisy Clipper 2, Torpedo 3. Dividend, £2 15s. SECOND HANDICAP HURDLES.—Kaimanawa 1, Acorn 2, Gladius 3. Dividend, £2 15s. HACK HURDLES.—Surprise 1, The (Heuny) 2, Sudus 3. Dividend, £4 15s. WANGANUI STAKES.—Sunbeam 1, St. Katherine 2, Ringbolt 3. Dividend, £11 15s. HACK RACE.—Natatorial 1, Cyrus 2, Bloomsbury 3. Dividend, £10 19s. USELESSOFF STAKES.—Torpedo 1, Musket 2, King John 3. Dividend, £2 12s. CONSOLATION.—Wyeron 1, Variety 2, Daisy Clipper 3. Dividend, £3 10s. MELBOURNE, October 21. Camoola is at even money for the Derby. 100 to 20 has been accepted about Attalus, after which 5 to 1 was the best offer. Malvolio and The Captain have receded to 12 to 1, and Caledonia to 14 to 1. Nairolio has hardened for the Cup and is now at 100 to 12. Camoola is well backed at 100 to 10, also Portsea at 100 to 6, to which price St. Albans 11 advanced, after several 1000 s to 50 had been taken. Trailleur has evidently greatly benefited by the streaming careers ably supplied to him, and the Cup is again well backed. Betting on the double is strong, with the Newmarket and Caulfield the most popular in the market. [838, 66, 965, 503]
owen-bush: BUSH FELLING CONTRACTS LAID OFF. [287, 114, 405, 133]
sandlands-name: W. A. SANDILANDS, [16, 952, 138, 967]
ratliff-name: RATLIFF BROS, [163, 1489, 260, 1504]
owen-office: THE OLD SURVEY OFFICE, [296, 135, 396, 145]
divider [561, 1182, 671, 1183]
divider [561, 621, 671, 622]
cholera-sub: HORRORS AT HAMBURG. [850, 777, 954, 787]
at-the: AT THE [196, 879, 227, 889]
now-on-view: NOW ON VIEW, [29, 1305, 125, 1320]
local-news-continued-2: The Wanganui Herald says another specimen of the brown trout was caught in the river on Wednesday last. Mr Michael Quin, one of Wellington's earliest settlers died at Wellington last Thursday, aged 81 years. Our readers are reminded of the meeting in connection with the Feilding Athletic Sports to be held at Mrs Haste's sample rooms on Tuesday evening. It is probable that a Rifle Club will shortly be inaugurated here, as there will shortly have for a tour of the Australian colonies for the benefit of his health. He will probably be accompanied by Mr Dolan, of Wellington. We are officially notified that the post office will be closed on Monday, the 24th instant, as it is Labour Day. Captain Edwin telegraphs—Weather forecast for 24 hours from 9 a.m. to-day—Wanganui for northerly gales after from 12 to 20 hours have been sent to all places southward of Napier and Wanganui. The celebration of the opening of the new school at Midland road (Awahuri) will take place on Friday next, and will include sports and tea, for the children in the afternoon, to be followed in the evening by a concert, panorama, and dance. The New Zealand Times says:—It is probable that a local branch of Germany wild shortly engage the attention of the Supreme Court. The tree-fern bending case threatens to damage a large ulcer. A pleasing ceremony took place last evening at the Presbyterian Manse, when Miss Eleanor Waste was made the recipient of a handsome gold watch, (suitably inscribed) by the choir and congregation of the church, as a token of the esteem in which she was held, and as a recognition of the services she rendered in the capacity of organist held by her for three years past, but which she had to resign on her removal from Feilding to Bunnythorpe. The Rev. Mr Murray made the presentation, and Mr Stevens, on behalf of Miss Waste, made a suitable reply. "Swearing is not a habit to be cultivated in a police court. A well-known criminal barrister says he can always tell when a witness is lying. He never knows a witness to yawn in the witness box when he was not committing perjury." When I see a man yawning, says the barrister, "I go for him as heavy as I can. He gets confused, contradicts himself and the jury lose all respect for his words. In civil cases this rule does not apply, for I have never seen any cases where the floor of the court was an inch deep in perjury, yet not a yawn among the crowd of witnesses." [552, 35, 679, 617]
sporting-head: Sporting News [870, 39, 933, 50]
ratliff-address: KIMBOLTON ROAD, FEILDING. [170, 1528, 253, 1547]
garratt-also: Also, Try Garratt's Horse and Cattle Medicine, prepared by [156, 1343, 267, 1362]
nzcf-grid [148, 937, 279, 1129]
nzcf-vertical-label: NEW ZEALAND CLOTHING FACTORY. [202, 937, 212, 1129]
ratliff-rents: Rents and debts collected. [171, 1570, 252, 1580]
memoranda-head: Memoranda [875, 1490, 929, 1502]
mails-signature: JAS. H. STEVENS, Postmaster [312, 253, 409, 263]
australian-news-text: SYDNEY, This Day. At Brokenhill the mine owners are gradually re-placing the men on strike, and in some cases Unionists have been re-engaged. MELBOURNE, This Day. Mrs Parker, who was recently acquitted on a charge of forgery, has instituted proceedings against Mr Joseph Clark, claiming £10,000 damages for malicious prosecution. HOBART, This Day. The Government support General Edwards' suggestion that the successor of Sir R. C. Hamilton should be a military governor, as they believe Tasmania will become a great naval station, and ministers peruse contemplating a growing dock if a military governor is appointed. [687, 766, 830, 904]
divider [847, 507, 957, 508]
monckton-text: HAVING resumed general practice on his own and Dr. Charlton's account, can now be consulted daily at his residence, the "Camp," Feilding. [14, 223, 140, 260]
rm-court-head: Feilding R.M. Court [993, 39, 1081, 50]
murder-head: SHOCKING MURDER IN LANCASHIRE. [710, 88, 808, 107]
church-text: ST. JOHN'S—Morning Service, 11 a.m.: LAY READER. Afternoon, 3 p.m.: REV. A. HERRON. Evening, 7 p.m.: REV. A. HERRON. ST. AGNES—(Kiwitea) Service at 11 a.m.: REV. A. HERRON. ST. JAMES' (Halcombe)—Service at 3 p.m.: LAY READER. AWAHURI—Service at 11 a.m.: LAY READER. PRESBYTERIAN CHURCH.—Morning Service, 11 a.m.: REV. H. M. MURRAY. Evening, 7 p.m.: REV. H. M. MURRAY. PRESBYTERIAN CHURCH (Halcombe).—Morning Service, at 11 a.m.: Mr MARSHALL. Evening Service at 7 p.m.: Mr MARSHALL. PRIMITIVE METHODIST CHURCH.—Morning Service, 11 a.m.: Mr RICHARDSON. Evening, 7 p.m.: Mr H. CORBALT. MINISTER. 11 a.m.: Mr M. Pink. HALCOMBE.—Morning Service, 11.30 a.m.: Mr H. CORBAL. Evening, 6.30 p.m.: REV. G. CARR. COLYTON PUBLIC HALL (Methodist).—Service at 3 p.m.: Mr J. ADAMS. MIDLAND ROAD.—Service at 11 a.m.: Mr B. LYON. AWAHURI.—Service at 7 p.m.: Mr W. T. W. BEER. WESLEYAN CHURCH.—Morning Service, 11 a.m.: Mr REID. Evening, 7 p.m.: Rev. W. J. WATKIN. SALVATION ARMY.—Services at 7 and 11 a.m., and 3 and 7 p.m.: Major ROBINSON and Lieutenant BARNSHALL. [283, 296, 409, 597]
sorley-name: Dr. J. SORLEY, M.B., C.M., [30, 132, 123, 142]
gabites-signature: F. GIBITES, FEILDING. [170, 379, 253, 388]
volunteer-head: Volunteer Items [1002, 1366, 1071, 1378]
press-association: (PER PRESS ASSOCIATION.) [701, 754, 816, 764]
garratt-text: TRY GARRATT'S COUGH EMULSION—the first dose gives relief; price: 1s 6d and 2s 6d per bottle. TRY GARRATT'S "KURANOKE"—a certain cure for Indigestion; price: 2s 6d per bottle. TRY GARRATT'S WHITE WORM POWDERS—the best Worm Medicine for both Children and Adults; price: 1s per packet. TRY GARRATT'S INFANTS PRESERVATIVE—the best medicine for Children during the troublesome period of Teething, it relieves the pain of flatulency and soothes the infants into calm refreshing sleep; price: 1s and 2s 6d per bottle. TRY GARRATT'S BLOOD MIXTURE for all eruptions of the Skin, Old Sores that will not heal, Glandular Swellings, Indolent Ulcers, &c., &c.; Price: 2s 6d per bottle. [148, 1159, 275, 1341]
sherwill-name: Hugh L. Sherwill, [26, 600, 127, 615]
nzcf-grid-right: FOR MEN'S UNDERCLOTHING the N.Z.C.F. For Panama Straw Hats the N.Z.C.F. For Hats of any shape the N.Z.C.F. For Ties, Scarfs, Braces, Belts, Travelling Requisites, etc., the N.Z.C.F. For the WOMAN'S FRIEND price 2/- the N.Z.C.F. [218, 937, 279, 1064]
gabites-name: F. GABITES, [157, 47, 266, 68]
